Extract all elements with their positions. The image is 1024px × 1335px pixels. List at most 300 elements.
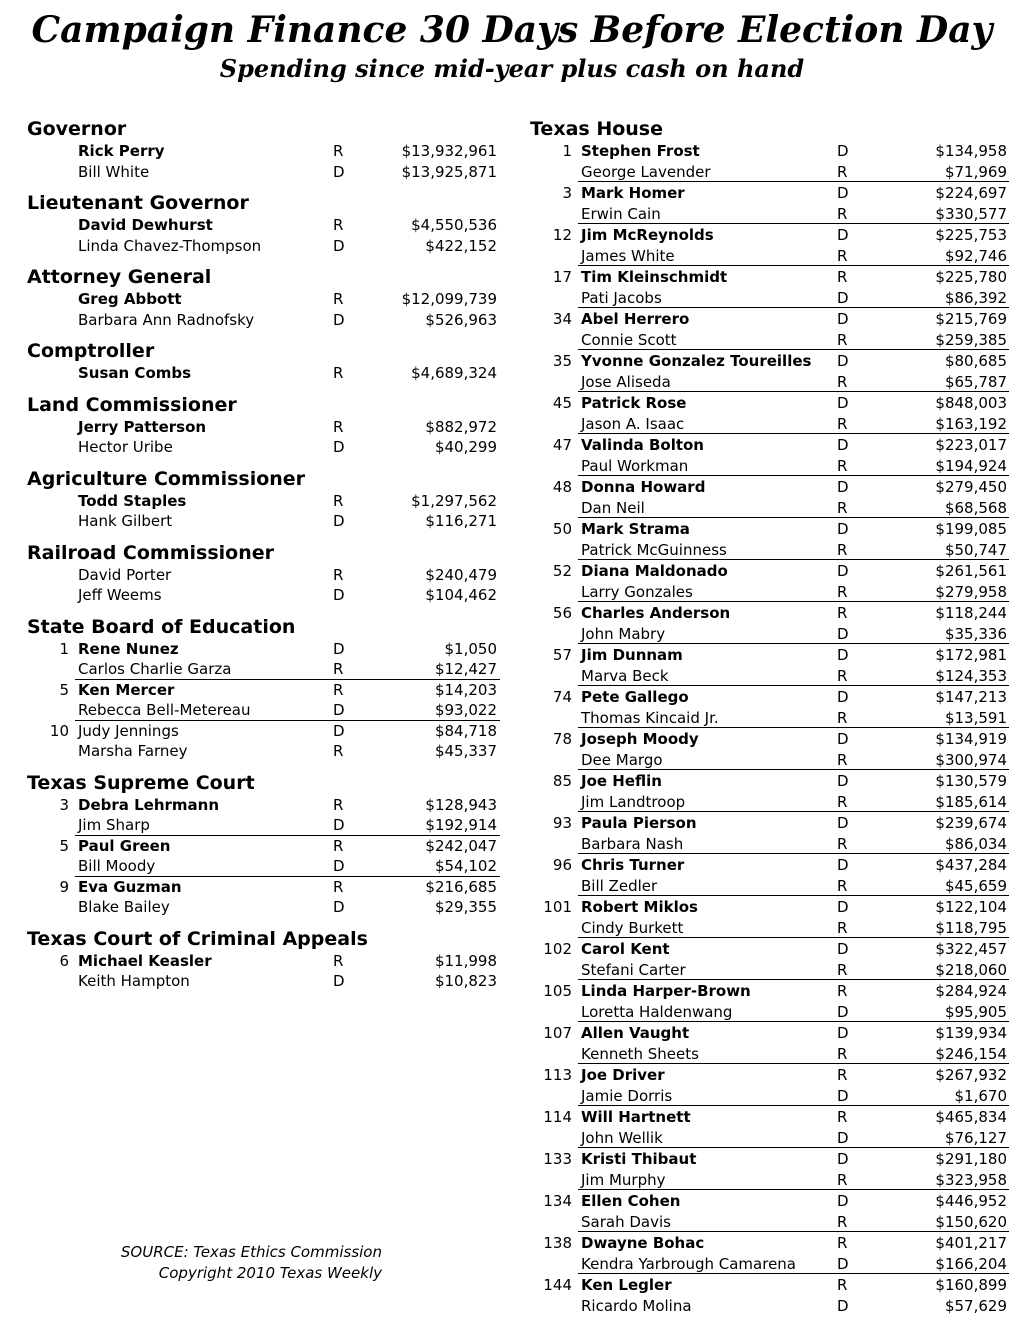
candidate-row xyxy=(530,708,1014,729)
party-label: R xyxy=(333,877,344,896)
amount-value: $76,127 xyxy=(944,1128,1007,1147)
district-number: 113 xyxy=(543,1066,572,1084)
candidate-row xyxy=(530,141,1014,162)
candidate-name: Erwin Cain xyxy=(581,204,661,223)
party-label: R xyxy=(837,330,848,349)
party-label: D xyxy=(837,478,849,496)
amount-value: $134,919 xyxy=(935,730,1007,748)
party-label: D xyxy=(837,1296,849,1315)
party-label: D xyxy=(837,1086,849,1105)
candidate-name: Connie Scott xyxy=(581,330,677,349)
candidate-row xyxy=(27,289,505,310)
district-number: 50 xyxy=(552,520,572,538)
party-label: R xyxy=(837,666,848,685)
amount-value: $261,561 xyxy=(935,562,1007,580)
party-label: R xyxy=(837,1276,848,1294)
candidate-name: Jason A. Isaac xyxy=(581,414,685,433)
amount-value: $284,924 xyxy=(935,982,1007,1000)
amount-value: $215,769 xyxy=(935,310,1007,328)
amount-value: $35,336 xyxy=(944,624,1007,643)
district-number: 107 xyxy=(543,1024,572,1042)
row-underline xyxy=(578,181,1009,182)
candidate-row xyxy=(530,1086,1014,1107)
candidate-name: Ellen Cohen xyxy=(581,1192,681,1210)
candidate-name: James White xyxy=(581,246,675,265)
candidate-name: Pete Gallego xyxy=(581,688,689,706)
candidate-row xyxy=(27,856,505,877)
candidate-name: Abel Herrero xyxy=(581,310,690,328)
candidate-row xyxy=(27,565,505,586)
candidate-row xyxy=(530,309,1014,330)
district-number: 144 xyxy=(543,1276,572,1294)
candidate-name: Paul Green xyxy=(78,836,171,855)
candidate-name: Jim Murphy xyxy=(581,1170,666,1189)
candidate-name: Ken Mercer xyxy=(78,680,175,699)
amount-value: $267,932 xyxy=(935,1066,1007,1084)
party-label: D xyxy=(333,586,345,604)
source-line: SOURCE: Texas Ethics Commission xyxy=(120,1243,382,1261)
party-label: D xyxy=(837,688,849,706)
candidate-name: Valinda Bolton xyxy=(581,436,704,454)
party-label: D xyxy=(837,940,849,958)
page-subtitle: Spending since mid-year plus cash on hand xyxy=(219,54,805,83)
amount-value: $10,823 xyxy=(434,972,497,990)
district-number: 74 xyxy=(552,688,572,706)
party-label: R xyxy=(837,372,848,391)
party-label: D xyxy=(333,639,345,658)
amount-value: $116,271 xyxy=(425,512,497,530)
party-label: D xyxy=(837,814,849,832)
candidate-name: Stephen Frost xyxy=(581,142,700,160)
amount-value: $1,670 xyxy=(954,1086,1007,1105)
amount-value: $12,099,739 xyxy=(401,290,497,308)
candidate-name: Charles Anderson xyxy=(581,604,731,622)
candidate-name: Thomas Kincaid Jr. xyxy=(581,708,719,727)
row-underline xyxy=(578,937,1009,938)
row-underline xyxy=(578,853,1009,854)
amount-value: $29,355 xyxy=(434,898,497,916)
district-number: 47 xyxy=(552,436,572,454)
party-label: D xyxy=(837,646,849,664)
party-label: R xyxy=(837,456,848,475)
party-label: D xyxy=(333,236,345,255)
party-label: D xyxy=(333,857,345,875)
candidate-row xyxy=(530,960,1014,981)
candidate-row xyxy=(530,456,1014,477)
amount-value: $279,450 xyxy=(935,478,1007,496)
row-underline xyxy=(578,1105,1009,1106)
candidate-name: Sarah Davis xyxy=(581,1212,671,1231)
section-gap xyxy=(27,918,505,927)
district-number: 52 xyxy=(552,562,572,580)
candidate-row xyxy=(27,721,505,742)
district-number: 5 xyxy=(59,836,69,855)
candidate-name: Jeff Weems xyxy=(78,586,162,604)
amount-value: $68,568 xyxy=(944,498,1007,517)
party-label: R xyxy=(837,604,848,622)
candidate-row xyxy=(530,939,1014,960)
party-label: D xyxy=(837,1024,849,1042)
party-label: R xyxy=(837,204,848,223)
row-underline xyxy=(578,517,1009,518)
party-label: R xyxy=(837,1234,848,1252)
candidate-row xyxy=(27,971,505,992)
district-number: 10 xyxy=(49,721,69,740)
party-label: R xyxy=(837,918,848,937)
party-label: R xyxy=(837,982,848,1000)
candidate-row xyxy=(530,225,1014,246)
candidate-row xyxy=(27,215,505,236)
amount-value: $223,017 xyxy=(935,436,1007,454)
party-label: R xyxy=(837,792,848,811)
candidate-name: Jim Dunnam xyxy=(581,646,683,664)
candidate-row xyxy=(27,639,505,660)
row-underline xyxy=(578,1147,1009,1148)
party-label: R xyxy=(837,162,848,181)
section-heading: Lieutenant Governor xyxy=(27,192,249,214)
amount-value: $130,579 xyxy=(935,772,1007,790)
candidate-row xyxy=(530,687,1014,708)
candidate-name: Susan Combs xyxy=(78,364,192,382)
candidate-row xyxy=(530,1044,1014,1065)
copyright-line: Copyright 2010 Texas Weekly xyxy=(158,1264,382,1282)
party-label: D xyxy=(837,436,849,454)
party-label: R xyxy=(837,876,848,895)
candidate-name: Joseph Moody xyxy=(581,730,699,748)
row-underline xyxy=(578,307,1009,308)
candidate-name: Pati Jacobs xyxy=(581,288,662,307)
party-label: D xyxy=(837,1150,849,1168)
party-label: R xyxy=(837,960,848,979)
section-heading: Texas House xyxy=(530,118,663,140)
party-label: R xyxy=(837,750,848,769)
party-label: R xyxy=(837,1170,848,1189)
candidate-name: Paul Workman xyxy=(581,456,689,475)
candidate-name: Mark Homer xyxy=(581,184,685,202)
candidate-name: Donna Howard xyxy=(581,478,706,496)
candidate-row xyxy=(27,511,505,532)
row-underline xyxy=(578,643,1009,644)
party-label: R xyxy=(333,660,344,678)
candidate-name: Jim McReynolds xyxy=(581,226,714,244)
row-underline xyxy=(578,1189,1009,1190)
district-number: 17 xyxy=(552,268,572,286)
amount-value: $54,102 xyxy=(434,857,497,875)
district-number: 93 xyxy=(552,814,572,832)
district-number: 78 xyxy=(552,730,572,748)
candidate-name: Barbara Ann Radnofsky xyxy=(78,310,255,329)
candidate-row xyxy=(530,918,1014,939)
district-number: 114 xyxy=(543,1108,572,1126)
amount-value: $437,284 xyxy=(935,856,1007,874)
party-label: R xyxy=(333,216,344,234)
party-label: D xyxy=(333,162,345,181)
amount-value: $330,577 xyxy=(935,204,1007,223)
candidate-row xyxy=(27,877,505,898)
candidate-row xyxy=(530,603,1014,624)
district-number: 96 xyxy=(552,856,572,874)
amount-value: $192,914 xyxy=(425,816,497,834)
party-label: R xyxy=(333,742,344,760)
party-label: R xyxy=(837,582,848,601)
candidate-name: Ken Legler xyxy=(581,1276,672,1294)
amount-value: $218,060 xyxy=(935,960,1007,979)
section-gap xyxy=(27,384,505,393)
amount-value: $199,085 xyxy=(935,520,1007,538)
party-label: D xyxy=(837,520,849,538)
row-underline xyxy=(578,895,1009,896)
section-gap xyxy=(27,182,505,191)
amount-value: $93,022 xyxy=(434,701,497,719)
candidate-row xyxy=(27,417,505,438)
amount-value: $147,213 xyxy=(935,688,1007,706)
candidate-name: Keith Hampton xyxy=(78,972,190,990)
candidate-row xyxy=(530,750,1014,771)
party-label: D xyxy=(837,226,849,244)
amount-value: $86,034 xyxy=(944,834,1007,853)
candidate-name: Mark Strama xyxy=(581,520,690,538)
section-gap xyxy=(27,458,505,467)
amount-value: $118,244 xyxy=(935,604,1007,622)
candidate-name: Paula Pierson xyxy=(581,814,697,832)
party-label: R xyxy=(837,1212,848,1231)
amount-value: $4,689,324 xyxy=(411,364,497,382)
candidate-row xyxy=(530,435,1014,456)
amount-value: $240,479 xyxy=(425,565,497,584)
amount-value: $422,152 xyxy=(425,236,497,255)
party-label: D xyxy=(837,310,849,328)
candidate-row xyxy=(530,204,1014,225)
amount-value: $225,753 xyxy=(935,226,1007,244)
candidate-row xyxy=(530,183,1014,204)
amount-value: $526,963 xyxy=(425,310,497,329)
row-underline xyxy=(578,979,1009,980)
amount-value: $118,795 xyxy=(935,918,1007,937)
amount-value: $323,958 xyxy=(935,1170,1007,1189)
party-label: D xyxy=(333,898,345,916)
party-label: D xyxy=(333,512,345,530)
candidate-name: David Dewhurst xyxy=(78,216,213,234)
candidate-name: Rebecca Bell-Metereau xyxy=(78,701,251,719)
candidate-name: Jim Sharp xyxy=(78,816,150,834)
district-number: 5 xyxy=(59,680,69,699)
row-underline xyxy=(578,769,1009,770)
amount-value: $279,958 xyxy=(935,582,1007,601)
amount-value: $224,697 xyxy=(935,184,1007,202)
candidate-name: Jim Landtroop xyxy=(581,792,686,811)
candidate-row xyxy=(530,498,1014,519)
amount-value: $14,203 xyxy=(434,680,497,699)
district-number: 105 xyxy=(543,982,572,1000)
party-label: D xyxy=(837,772,849,790)
amount-value: $4,550,536 xyxy=(411,216,497,234)
party-label: R xyxy=(837,540,848,559)
candidate-row xyxy=(530,666,1014,687)
candidate-name: Jamie Dorris xyxy=(581,1086,673,1105)
candidate-name: Rick Perry xyxy=(78,142,165,160)
candidate-row xyxy=(27,951,505,972)
candidate-row xyxy=(530,855,1014,876)
row-underline xyxy=(578,475,1009,476)
party-label: R xyxy=(837,1044,848,1063)
amount-value: $300,974 xyxy=(935,750,1007,769)
section-gap xyxy=(27,256,505,265)
amount-value: $322,457 xyxy=(935,940,1007,958)
candidate-name: Michael Keasler xyxy=(78,951,212,970)
candidate-name: Marva Beck xyxy=(581,666,669,685)
amount-value: $166,204 xyxy=(935,1254,1007,1273)
candidate-row xyxy=(530,1149,1014,1170)
candidate-name: Hector Uribe xyxy=(78,438,173,456)
amount-value: $86,392 xyxy=(944,288,1007,307)
candidate-row xyxy=(530,561,1014,582)
section-heading: Railroad Commissioner xyxy=(27,541,275,564)
amount-value: $122,104 xyxy=(935,898,1007,916)
party-label: D xyxy=(333,816,345,834)
amount-value: $104,462 xyxy=(425,586,497,604)
candidate-row xyxy=(530,267,1014,288)
district-number: 48 xyxy=(552,478,572,496)
candidate-row xyxy=(27,491,505,512)
amount-value: $45,659 xyxy=(944,876,1007,895)
section-gap xyxy=(27,532,505,541)
section-gap xyxy=(27,606,505,615)
party-label: D xyxy=(837,394,849,412)
candidate-name: Allen Vaught xyxy=(581,1024,690,1042)
district-number: 9 xyxy=(59,877,69,896)
candidate-row xyxy=(27,363,505,384)
candidate-name: David Porter xyxy=(78,565,172,584)
amount-value: $1,050 xyxy=(444,639,497,658)
candidate-row xyxy=(530,1254,1014,1275)
candidate-name: Kenneth Sheets xyxy=(581,1044,699,1063)
row-underline xyxy=(578,1021,1009,1022)
candidate-row xyxy=(530,792,1014,813)
section-heading: State Board of Education xyxy=(27,615,296,638)
party-label: D xyxy=(837,1254,849,1273)
district-number: 12 xyxy=(552,226,572,244)
candidate-row xyxy=(530,729,1014,750)
amount-value: $239,674 xyxy=(935,814,1007,832)
party-label: D xyxy=(333,310,345,329)
amount-value: $92,746 xyxy=(944,246,1007,265)
party-label: R xyxy=(837,1108,848,1126)
candidate-name: Bill Moody xyxy=(78,857,156,875)
candidate-name: Cindy Burkett xyxy=(581,918,684,937)
amount-value: $13,932,961 xyxy=(401,142,497,160)
district-number: 57 xyxy=(552,646,572,664)
amount-value: $57,629 xyxy=(944,1296,1007,1315)
candidate-row xyxy=(27,585,505,606)
candidate-name: Will Hartnett xyxy=(581,1108,691,1126)
amount-value: $11,998 xyxy=(434,951,497,970)
district-number: 1 xyxy=(59,639,69,658)
row-underline xyxy=(578,685,1009,686)
district-number: 3 xyxy=(59,795,69,814)
district-number: 3 xyxy=(562,184,572,202)
candidate-row xyxy=(530,1212,1014,1233)
amount-value: $163,192 xyxy=(935,414,1007,433)
candidate-row xyxy=(530,1296,1014,1317)
candidate-row xyxy=(530,372,1014,393)
candidate-name: Linda Harper-Brown xyxy=(581,982,751,1000)
section-heading: Land Commissioner xyxy=(27,393,237,416)
candidate-name: George Lavender xyxy=(581,162,711,181)
candidate-name: Yvonne Gonzalez Toureilles xyxy=(581,352,812,370)
party-label: D xyxy=(837,352,849,370)
district-number: 85 xyxy=(552,772,572,790)
party-label: R xyxy=(333,836,344,855)
candidate-name: Judy Jennings xyxy=(78,721,179,740)
amount-value: $139,934 xyxy=(935,1024,1007,1042)
district-number: 35 xyxy=(552,352,572,370)
candidate-row xyxy=(27,659,505,680)
candidate-name: Blake Bailey xyxy=(78,898,170,916)
candidate-row xyxy=(27,437,505,458)
amount-value: $465,834 xyxy=(935,1108,1007,1126)
candidate-row xyxy=(530,1002,1014,1023)
amount-value: $246,154 xyxy=(935,1044,1007,1063)
candidate-name: John Mabry xyxy=(581,624,666,643)
party-label: R xyxy=(333,565,344,584)
party-label: R xyxy=(333,951,344,970)
amount-value: $1,297,562 xyxy=(411,491,497,510)
candidate-row xyxy=(27,741,505,762)
candidate-row xyxy=(27,897,505,918)
party-label: R xyxy=(837,246,848,265)
row-underline xyxy=(578,1063,1009,1064)
candidate-row xyxy=(27,795,505,816)
amount-value: $242,047 xyxy=(425,836,497,855)
candidate-name: Todd Staples xyxy=(78,491,187,510)
candidate-row xyxy=(530,834,1014,855)
candidate-name: Stefani Carter xyxy=(581,960,686,979)
row-underline xyxy=(578,559,1009,560)
row-underline xyxy=(578,811,1009,812)
candidate-row xyxy=(530,876,1014,897)
candidate-name: Diana Maldonado xyxy=(581,562,728,580)
candidate-row xyxy=(530,393,1014,414)
candidate-row xyxy=(530,645,1014,666)
party-label: R xyxy=(837,834,848,853)
candidate-name: Joe Heflin xyxy=(581,772,662,790)
party-label: R xyxy=(837,268,848,286)
amount-value: $216,685 xyxy=(425,877,497,896)
party-label: R xyxy=(837,414,848,433)
candidate-row xyxy=(27,836,505,857)
candidate-name: Bill White xyxy=(78,162,150,181)
candidate-name: Jerry Patterson xyxy=(78,417,207,436)
section-heading: Texas Court of Criminal Appeals xyxy=(27,927,368,950)
candidate-name: Linda Chavez-Thompson xyxy=(78,236,262,255)
candidate-name: Loretta Haldenwang xyxy=(581,1002,733,1021)
amount-value: $12,427 xyxy=(434,660,497,678)
district-number: 1 xyxy=(562,142,572,160)
amount-value: $150,620 xyxy=(935,1212,1007,1231)
candidate-name: Kristi Thibaut xyxy=(581,1150,697,1168)
party-label: D xyxy=(837,1192,849,1210)
candidate-row xyxy=(530,981,1014,1002)
candidate-row xyxy=(530,1107,1014,1128)
amount-value: $124,353 xyxy=(935,666,1007,685)
district-number: 133 xyxy=(543,1150,572,1168)
row-underline xyxy=(578,349,1009,350)
amount-value: $134,958 xyxy=(935,142,1007,160)
row-underline xyxy=(578,223,1009,224)
amount-value: $172,981 xyxy=(935,646,1007,664)
amount-value: $80,685 xyxy=(944,352,1007,370)
party-label: D xyxy=(837,184,849,202)
